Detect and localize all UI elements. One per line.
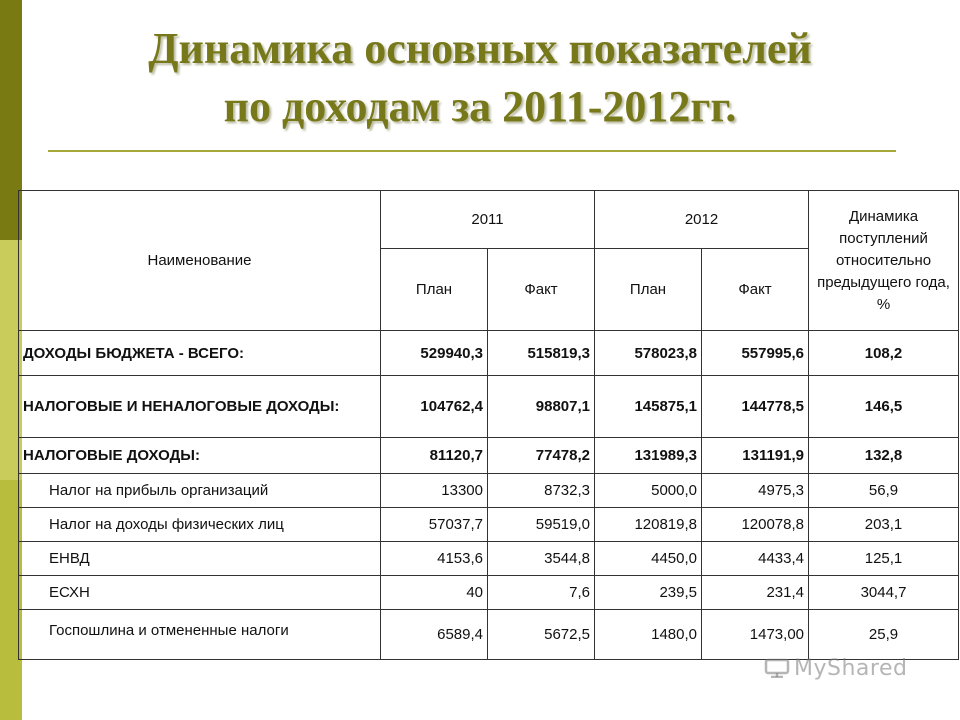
row-name: ЕНВД <box>19 542 381 576</box>
table-row <box>19 508 959 542</box>
table-row <box>19 376 959 438</box>
header-plan-2011: План <box>381 249 488 331</box>
cell-dynamics: 125,1 <box>809 542 959 576</box>
header-year-2011: 2011 <box>381 191 595 249</box>
header-name: Наименование <box>19 191 381 331</box>
cell-dynamics: 108,2 <box>809 331 959 376</box>
cell-plan-2011: 4153,6 <box>381 542 488 576</box>
header-plan-2012: План <box>595 249 702 331</box>
cell-plan-2011: 104762,4 <box>381 376 488 438</box>
cell-plan-2011: 40 <box>381 576 488 610</box>
cell-fact-2011: 5672,5 <box>488 610 595 660</box>
cell-plan-2012: 131989,3 <box>595 438 702 474</box>
cell-plan-2012: 578023,8 <box>595 331 702 376</box>
cell-dynamics: 203,1 <box>809 508 959 542</box>
cell-fact-2011: 515819,3 <box>488 331 595 376</box>
cell-plan-2012: 239,5 <box>595 576 702 610</box>
table-row <box>19 438 959 474</box>
table-row <box>19 331 959 376</box>
cell-fact-2011: 8732,3 <box>488 474 595 508</box>
cell-fact-2012: 144778,5 <box>702 376 809 438</box>
cell-fact-2012: 120078,8 <box>702 508 809 542</box>
cell-fact-2011: 77478,2 <box>488 438 595 474</box>
row-name: Госпошлина и отмененные налоги <box>19 610 381 660</box>
cell-fact-2011: 3544,8 <box>488 542 595 576</box>
presentation-icon <box>764 658 790 678</box>
cell-plan-2012: 5000,0 <box>595 474 702 508</box>
cell-plan-2011: 6589,4 <box>381 610 488 660</box>
watermark <box>764 656 907 681</box>
table-row <box>19 542 959 576</box>
cell-fact-2012: 1473,00 <box>702 610 809 660</box>
cell-fact-2012: 4975,3 <box>702 474 809 508</box>
revenue-table <box>18 190 959 660</box>
cell-plan-2011: 529940,3 <box>381 331 488 376</box>
cell-plan-2011: 81120,7 <box>381 438 488 474</box>
cell-fact-2011: 59519,0 <box>488 508 595 542</box>
table-row <box>19 610 959 660</box>
cell-fact-2011: 7,6 <box>488 576 595 610</box>
title-underline <box>48 150 896 152</box>
cell-plan-2012: 120819,8 <box>595 508 702 542</box>
cell-plan-2011: 57037,7 <box>381 508 488 542</box>
row-name: Налог на доходы физических лиц <box>19 508 381 542</box>
cell-dynamics: 3044,7 <box>809 576 959 610</box>
cell-dynamics: 56,9 <box>809 474 959 508</box>
header-fact-2012: Факт <box>702 249 809 331</box>
row-name: ДОХОДЫ БЮДЖЕТА - ВСЕГО: <box>19 331 381 376</box>
cell-dynamics: 146,5 <box>809 376 959 438</box>
slide-title-line-1: Динамика основных показателей <box>148 24 812 73</box>
row-name: ЕСХН <box>19 576 381 610</box>
row-name: НАЛОГОВЫЕ ДОХОДЫ: <box>19 438 381 474</box>
header-fact-2011: Факт <box>488 249 595 331</box>
cell-plan-2012: 145875,1 <box>595 376 702 438</box>
cell-fact-2011: 98807,1 <box>488 376 595 438</box>
cell-plan-2012: 1480,0 <box>595 610 702 660</box>
table-row <box>19 474 959 508</box>
cell-dynamics: 132,8 <box>809 438 959 474</box>
header-year-2012: 2012 <box>595 191 809 249</box>
cell-fact-2012: 4433,4 <box>702 542 809 576</box>
watermark-text: MyShared <box>794 656 908 681</box>
header-dynamics: Динамика поступлений относительно предыдущего года, % <box>809 191 959 331</box>
slide-title <box>40 20 920 136</box>
cell-plan-2012: 4450,0 <box>595 542 702 576</box>
cell-fact-2012: 231,4 <box>702 576 809 610</box>
slide-title-line-2: по доходам за 2011-2012гг. <box>223 82 737 131</box>
cell-dynamics: 25,9 <box>809 610 959 660</box>
row-name: Налог на прибыль организаций <box>19 474 381 508</box>
cell-fact-2012: 557995,6 <box>702 331 809 376</box>
cell-plan-2011: 13300 <box>381 474 488 508</box>
cell-fact-2012: 131191,9 <box>702 438 809 474</box>
row-name: НАЛОГОВЫЕ И НЕНАЛОГОВЫЕ ДОХОДЫ: <box>19 376 381 438</box>
table-row <box>19 576 959 610</box>
